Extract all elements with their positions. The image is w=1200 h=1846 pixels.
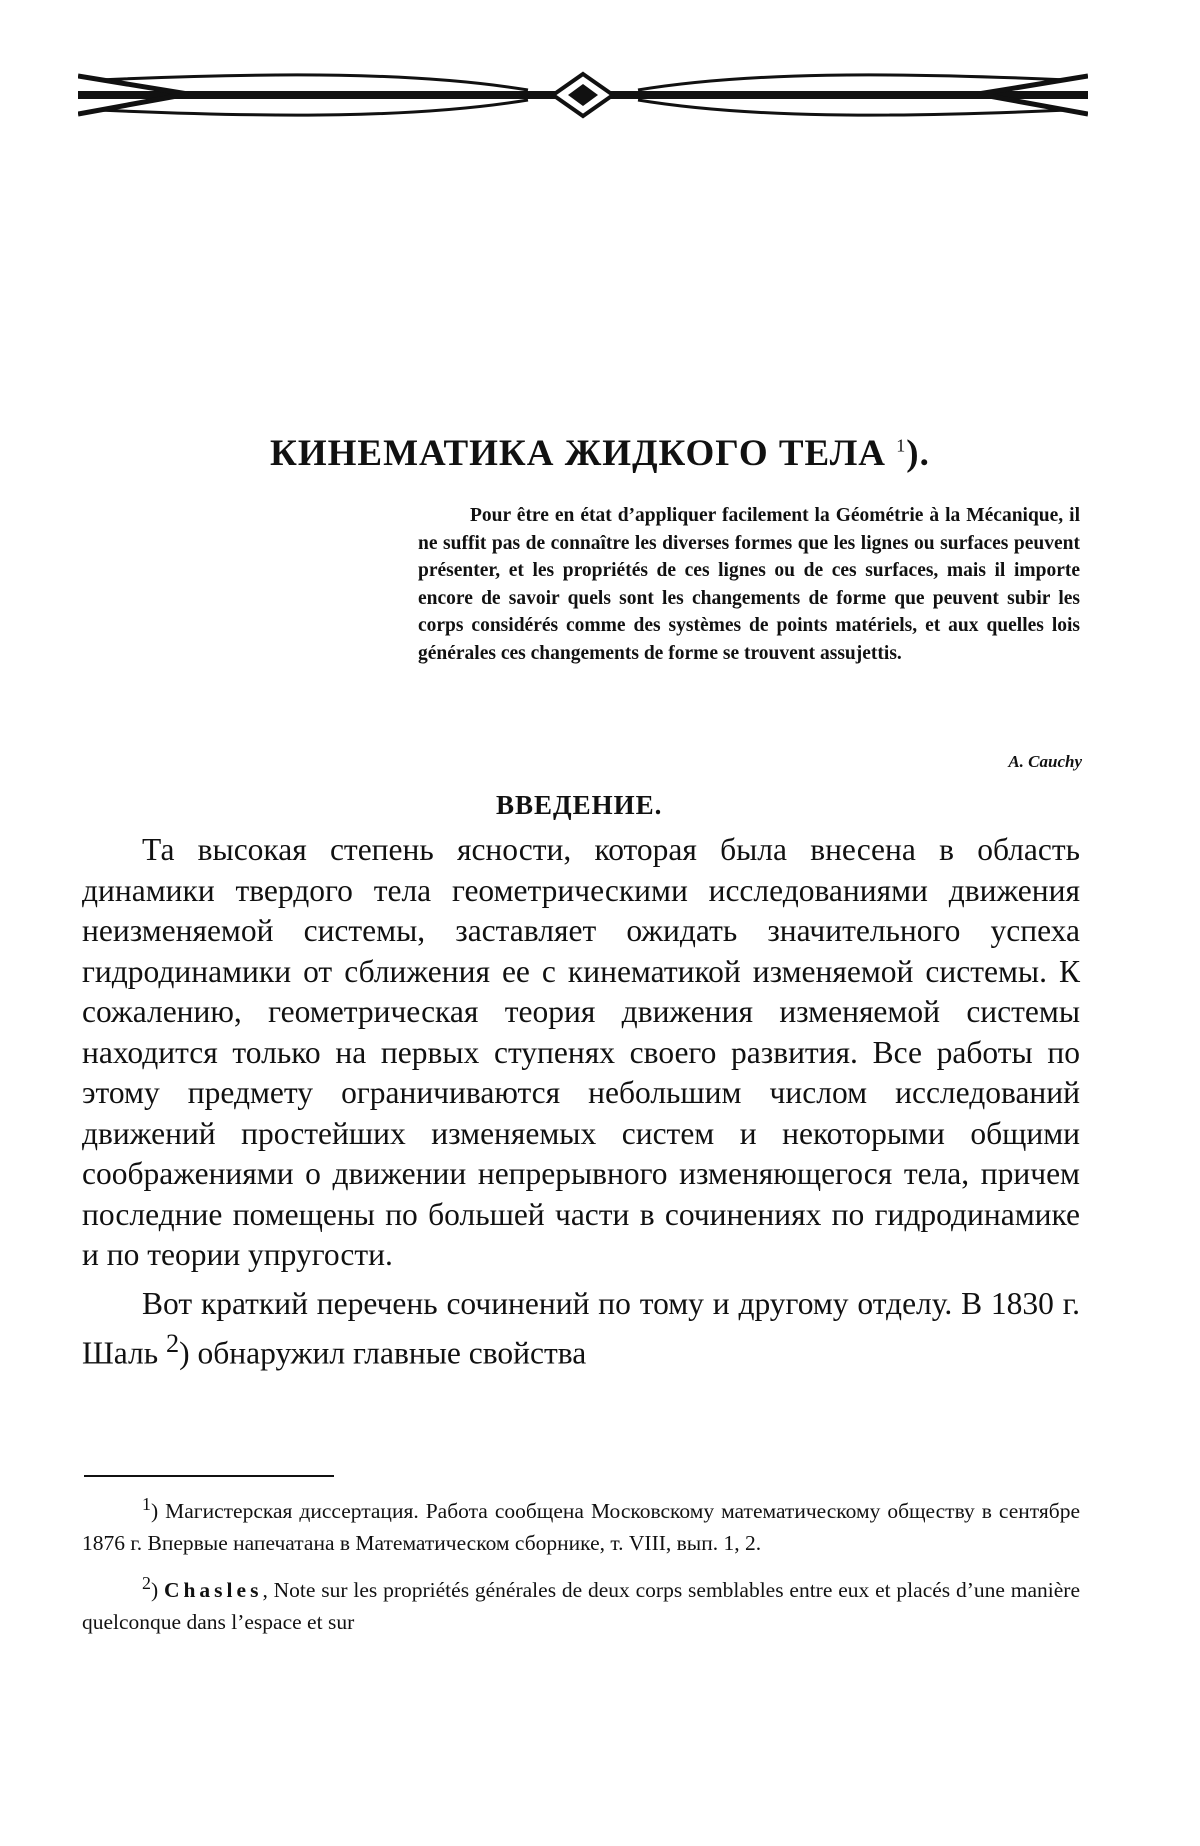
paragraph-2-end: ) обнаружил главные свойства xyxy=(179,1335,587,1371)
title-close: ) xyxy=(906,433,920,474)
title-text: КИНЕМАТИКА ЖИДКОГО ТЕЛА xyxy=(270,433,887,474)
footnotes xyxy=(82,1488,1080,1646)
article-title xyxy=(270,432,970,475)
decorative-header-ornament xyxy=(78,70,1088,120)
footnote-2-mark: 2 xyxy=(142,1573,151,1594)
epigraph-author: A. Cauchy xyxy=(1008,752,1082,771)
paragraph-2-footnote-mark: 2 xyxy=(166,1329,180,1358)
footnote-2-text: , Note sur les propriétés générales de deux corps semblables entre eux et placés d’une manière quelconque dans l’espace et sur xyxy=(82,1578,1080,1635)
title-suffix: . xyxy=(919,433,930,474)
section-heading: ВВЕДЕНИЕ. xyxy=(496,790,663,820)
footnote-1 xyxy=(82,1488,1080,1559)
footnote-1-text: ) Магистерская диссертация. Работа сообщена Московскому математическому обществу в сентябре 1876 г. Впервые напечатана в Математическом сборнике, т. VIII, вып. 1, 2. xyxy=(82,1499,1080,1556)
footnote-2-author: Chasles xyxy=(163,1578,263,1603)
paragraph-2-start: Вот краткий перечень сочинений по тому и другому отделу. В 1830 г. Шаль xyxy=(82,1285,1080,1371)
paragraph-2 xyxy=(82,1284,1080,1375)
title-footnote-mark: 1 xyxy=(896,435,907,456)
paragraph-1: Та высокая степень ясности, которая была внесена в область динамики твердого тела геометрическими исследованиями движения неизменяемой системы, заставляет ожидать значительного успеха гидродинамики от сближения ее с кинематикой изменяемой системы. К сожалению, геометрическая теория движения изменяемой системы находится только на первых ступенях своего развития. Все работы по этому предмету ограничиваются небольшим числом исследований движений простейших изменяемых систем и некоторыми общими соображениями о движении непрерывного изменяющегося тела, причем последние помещены по большей части в сочинениях по гидродинамике и по теории упругости. xyxy=(82,832,1080,1272)
footnote-divider xyxy=(84,1475,334,1477)
main-text xyxy=(82,830,1080,1374)
footnote-2: $^2$) Chasles, Note sur les propriétés générales de deux corps semblables entre eux et placés d’une manière quelconque dans l’espace et sur xyxy=(82,1573,1080,1635)
footnote-1-mark: 1 xyxy=(142,1494,151,1514)
epigraph: Pour être en état d’appliquer facilement la Géométrie à la Mécanique, il ne suffit pas de connaître les diverses formes que les lignes ou surfaces peuvent présenter, et les propriétés de ces lignes ou de ces surfaces, mais il importe encore de savoir quels sont les changements de forme que peuvent subir les corps considérés comme des systèmes de points matériels, et aux quelles lois générales ces changements de forme se trouvent assujettis. xyxy=(418,505,1080,664)
